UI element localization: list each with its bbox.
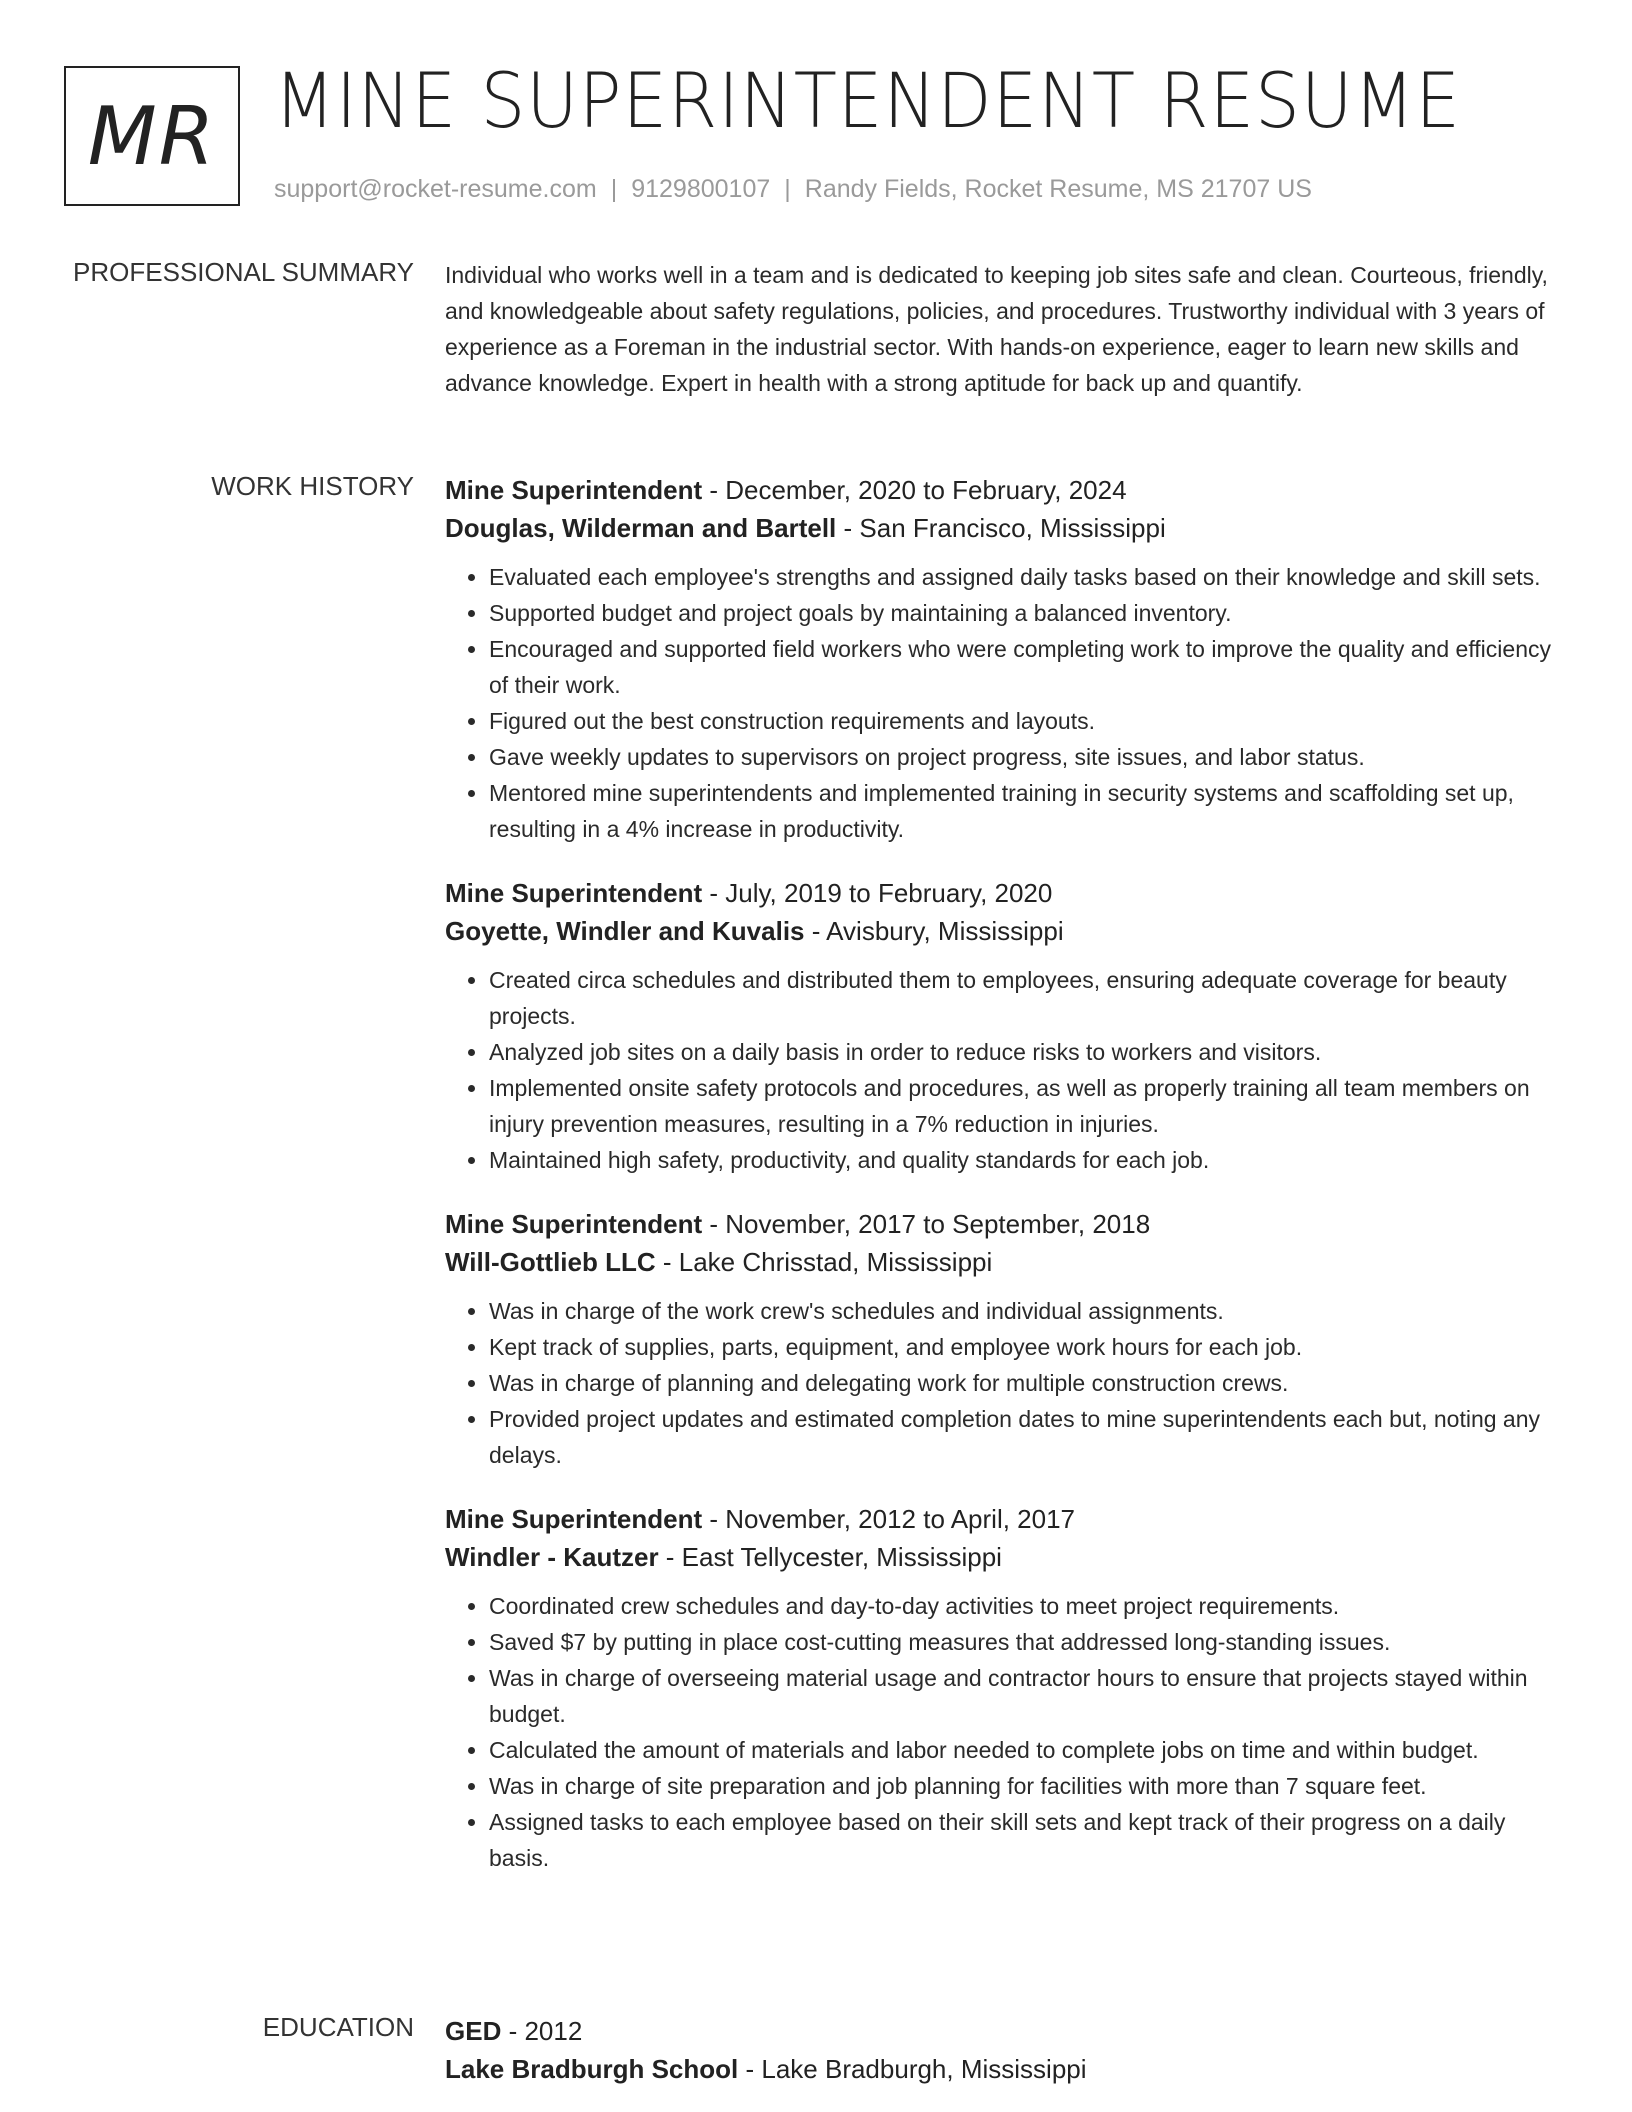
job-title: Mine Superintendent: [445, 1504, 703, 1534]
job-dates: - November, 2012 to April, 2017: [702, 1504, 1076, 1534]
education-degree-line: [445, 2012, 1560, 2050]
job-bullets: [445, 1588, 1560, 1876]
job-bullet: • Kept track of supplies, parts, equipment, and employee work hours for each job.: [489, 1329, 1560, 1365]
job-company: Goyette, Windler and Kuvalis: [445, 916, 805, 946]
job-location: - San Francisco, Mississippi: [836, 513, 1166, 543]
job-title: Mine Superintendent: [445, 1209, 703, 1239]
education-year: - 2012: [501, 2016, 583, 2046]
job-title: Mine Superintendent: [445, 878, 703, 908]
job-bullet: • Coordinated crew schedules and day-to-day activities to meet project requirements.: [489, 1588, 1560, 1624]
job-entry: [445, 874, 1560, 1178]
job-bullet: • Encouraged and supported field workers who were completing work to improve the quality and efficiency of their work.: [489, 631, 1560, 703]
job-title-line: [445, 471, 1560, 509]
job-bullet: • Saved $7 by putting in place cost-cutting measures that addressed long-standing issues.: [489, 1624, 1560, 1660]
job-entry: [445, 1500, 1560, 1876]
contact-phone[interactable]: 9129800107: [631, 175, 771, 203]
job-bullets: [445, 962, 1560, 1178]
job-bullets: [445, 1293, 1560, 1473]
job-title: Mine Superintendent: [445, 475, 703, 505]
job-dates: - July, 2019 to February, 2020: [702, 878, 1053, 908]
job-entry: [445, 471, 1560, 847]
job-dates: - November, 2017 to September, 2018: [702, 1209, 1151, 1239]
monogram-box: [64, 66, 240, 206]
job-entry: [445, 1205, 1560, 1473]
job-bullet: • Figured out the best construction requirements and layouts.: [489, 703, 1560, 739]
job-company: Will-Gottlieb LLC: [445, 1247, 656, 1277]
job-employer-line: [445, 1243, 1560, 1281]
resume-title: MINE SUPERINTENDENT RESUME: [274, 56, 1462, 145]
work-history-list: [445, 471, 1560, 1903]
job-bullet: • Implemented onsite safety protocols and procedures, as well as properly training all team members on injury prevention measures, resulting in a 7% reduction in injuries.: [489, 1070, 1560, 1142]
job-bullet: • Created circa schedules and distributed them to employees, ensuring adequate coverage for beauty projects.: [489, 962, 1560, 1034]
job-bullet: • Provided project updates and estimated completion dates to mine superintendents each but, noting any delays.: [489, 1401, 1560, 1473]
job-bullet: • Maintained high safety, productivity, and quality standards for each job.: [489, 1142, 1560, 1178]
summary-text: Individual who works well in a team and is dedicated to keeping job sites safe and clean. Courteous, friendly, and knowledgeable about safety regulations, policies, and procedures. Trustworthy individual with 3 years of experience as a Foreman in the industrial sector. With hands-on experience, eager to learn new skills and advance knowledge. Expert in health with a strong aptitude for back up and quantify.: [445, 262, 1548, 396]
job-bullet: • Was in charge of planning and delegating work for multiple construction crews.: [489, 1365, 1560, 1401]
education-school: Lake Bradburgh School: [445, 2054, 739, 2084]
job-bullets: [445, 559, 1560, 847]
job-bullet: • Analyzed job sites on a daily basis in order to reduce risks to workers and visitors.: [489, 1034, 1560, 1070]
job-employer-line: [445, 1538, 1560, 1576]
education-school-line: [445, 2050, 1560, 2088]
job-bullet: • Supported budget and project goals by maintaining a balanced inventory.: [489, 595, 1560, 631]
job-title-line: [445, 1205, 1560, 1243]
job-location: - Lake Chrisstad, Mississippi: [655, 1247, 993, 1277]
contact-line: [274, 175, 1312, 204]
job-company: Windler - Kautzer: [445, 1542, 659, 1572]
section-label-education: EDUCATION: [262, 2012, 414, 2042]
job-location: - East Tellycester, Mississippi: [658, 1542, 1002, 1572]
education-degree: GED: [445, 2016, 502, 2046]
monogram: MR: [87, 89, 217, 183]
job-title-line: [445, 874, 1560, 912]
job-bullet: • Mentored mine superintendents and implemented training in security systems and scaffolding set up, resulting in a 4% increase in productivity.: [489, 775, 1560, 847]
job-title-line: [445, 1500, 1560, 1538]
education-location: - Lake Bradburgh, Mississippi: [738, 2054, 1087, 2084]
contact-separator: |: [610, 175, 618, 203]
job-company: Douglas, Wilderman and Bartell: [445, 513, 837, 543]
contact-separator: |: [784, 175, 791, 203]
job-bullet: • Was in charge of site preparation and job planning for facilities with more than 7 square feet.: [489, 1768, 1560, 1804]
job-bullet: • Was in charge of overseeing material usage and contractor hours to ensure that projects stayed within budget.: [489, 1660, 1560, 1732]
contact-email[interactable]: support@rocket-resume.com: [274, 175, 597, 203]
job-bullet: • Calculated the amount of materials and labor needed to complete jobs on time and within budget.: [489, 1732, 1560, 1768]
section-label-work-history: WORK HISTORY: [211, 471, 414, 501]
contact-address: Randy Fields, Rocket Resume, MS 21707 US: [804, 175, 1312, 203]
section-label-summary: PROFESSIONAL SUMMARY: [73, 257, 414, 287]
job-bullet: • Gave weekly updates to supervisors on project progress, site issues, and labor status.: [489, 739, 1560, 775]
job-location: - Avisbury, Mississippi: [804, 916, 1064, 946]
job-employer-line: [445, 509, 1560, 547]
job-bullet: • Assigned tasks to each employee based on their skill sets and kept track of their progress on a daily basis.: [489, 1804, 1560, 1876]
job-employer-line: [445, 912, 1560, 950]
job-dates: - December, 2020 to February, 2024: [702, 475, 1127, 505]
job-bullet: • Was in charge of the work crew's schedules and individual assignments.: [489, 1293, 1560, 1329]
job-bullet: • Evaluated each employee's strengths and assigned daily tasks based on their knowledge and skill sets.: [489, 559, 1560, 595]
